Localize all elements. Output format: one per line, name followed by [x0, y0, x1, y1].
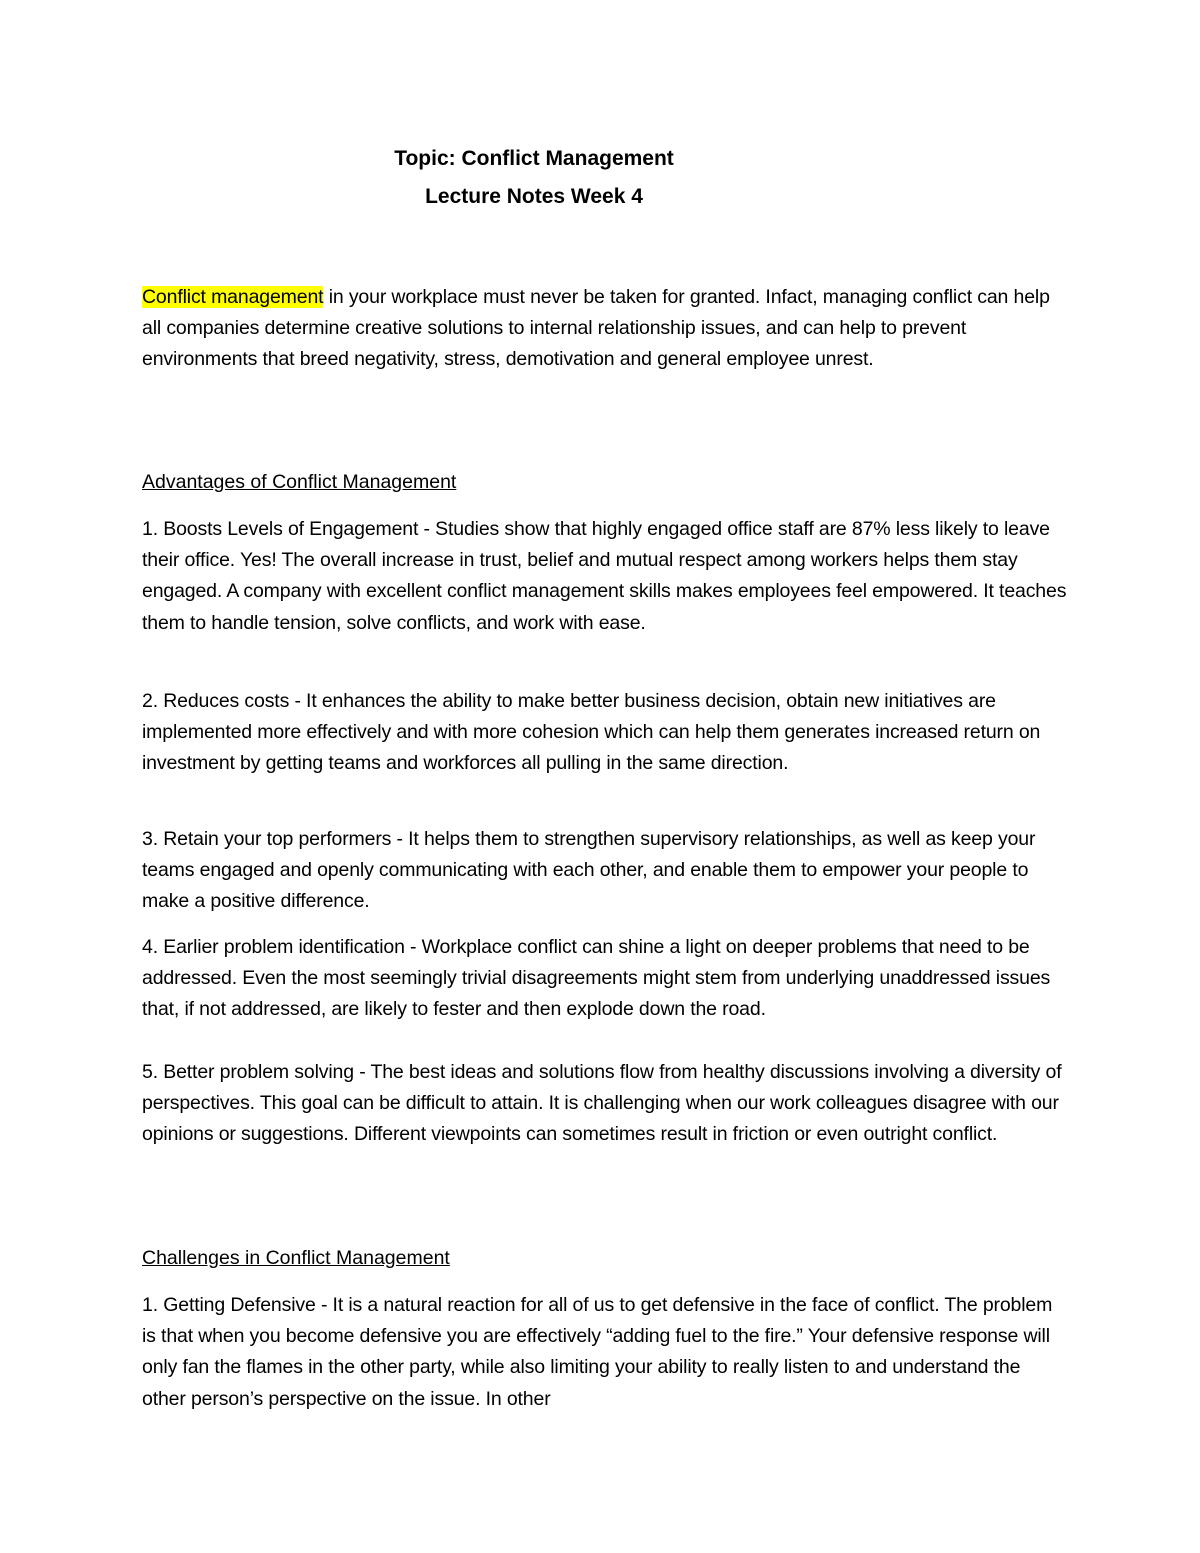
- challenges-heading: Challenges in Conflict Management: [142, 1247, 450, 1269]
- advantage-item-2: 2. Reduces costs - It enhances the ability to make better business decision, obtain new initiatives are implemented more effectively and with more cohesion which can help them generates increased return on investment by getting teams and workforces all pulling in the same direction.: [142, 690, 1041, 775]
- advantage-item-4: 4. Earlier problem identification - Workplace conflict can shine a light on deeper problems that need to be addressed. Even the most seemingly trivial disagreements might stem from underlying unaddressed issues that, if not addressed, are likely to fester and then explode down the road.: [142, 936, 1051, 1021]
- intro-paragraph: [142, 282, 1067, 376]
- document-subtitle: Lecture Notes Week 4: [425, 185, 643, 208]
- advantage-item-1: 1. Boosts Levels of Engagement - Studies show that highly engaged office staff are 87% less likely to leave their office. Yes! The overall increase in trust, belief and mutual respect among workers helps them stay engaged. A company with excellent conflict management skills makes employees feel empowered. It teaches them to handle tension, solve conflicts, and work with ease.: [142, 518, 1067, 634]
- advantages-heading: Advantages of Conflict Management: [142, 471, 457, 493]
- advantage-item-5: 5. Better problem solving - The best ideas and solutions flow from healthy discussions involving a diversity of perspectives. This goal can be difficult to attain. It is challenging when our work colleagues disagree with our opinions or suggestions. Different viewpoints can sometimes result in friction or even outright conflict.: [142, 1061, 1062, 1146]
- intro-text: in your workplace must never be taken for granted. Infact, managing conflict can help all companies determine creative solutions to internal relationship issues, and can help to prevent environments that breed negativity, stress, demotivation and general employee unrest.: [142, 286, 1050, 371]
- advantage-item-3: 3. Retain your top performers - It helps them to strengthen supervisory relationships, as well as keep your teams engaged and openly communicating with each other, and enable them to empower your people to make a positive difference.: [142, 828, 1036, 913]
- challenge-item-1: 1. Getting Defensive - It is a natural reaction for all of us to get defensive in the face of conflict. The problem is that when you become defensive you are effectively “adding fuel to the fire.” Your defensive response will only fan the flames in the other party, while also limiting your ability to really listen to and understand the other person’s perspective on the issue. In other: [142, 1294, 1053, 1410]
- document-title: Topic: Conflict Management: [394, 147, 674, 170]
- highlighted-term: Conflict management: [142, 286, 324, 308]
